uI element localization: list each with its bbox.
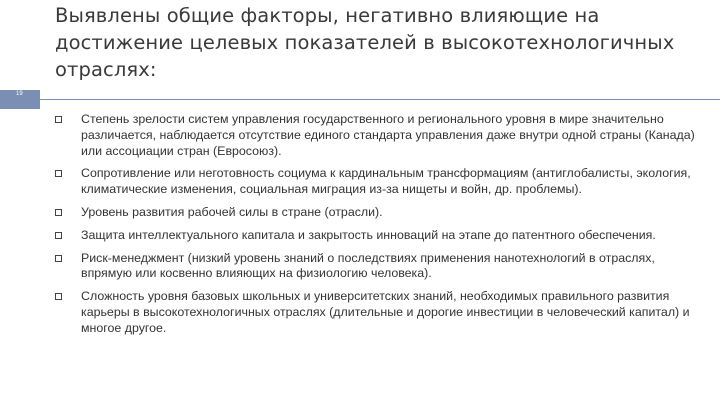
list-item [55, 228, 705, 244]
square-bullet-icon [55, 232, 62, 239]
bullet-text: Уровень развития рабочей силы в стране (отрасли). [81, 204, 383, 219]
bullet-text: Сопротивление или неготовность социума к кардинальным трансформациям (антиглобалисты, экология, климатические изменения, социальная миграция из-за нищеты и войн, др. проблемы). [81, 166, 691, 197]
list-item [55, 251, 705, 283]
list-item [55, 112, 705, 159]
square-bullet-icon [55, 116, 62, 123]
list-item [55, 166, 705, 198]
square-bullet-icon [55, 170, 62, 177]
bullet-text: Риск-менеджмент (низкий уровень знаний о последствиях применения нанотехнологий в отраслях, впрямую или косвенно влияющих на физиологию человека). [81, 250, 655, 281]
square-bullet-icon [55, 209, 62, 216]
slide-number: 19 [16, 91, 23, 97]
list-item [55, 205, 705, 221]
square-bullet-icon [55, 293, 62, 300]
bullet-text: Защита интеллектуального капитала и закрытость инноваций на этапе до патентного обеспечения. [81, 227, 656, 242]
slide-title: Выявлены общие факторы, негативно влияющие на достижение целевых показателей в высокотехнологичных отраслях: [55, 4, 675, 81]
bullet-text: Сложность уровня базовых школьных и университетских знаний, необходимых правильного развития карьеры в высокотехнологичных отраслях (длительные и дорогие инвестиции в человеческий капитал) и многое другое. [81, 289, 690, 335]
bullet-text: Степень зрелости систем управления государственного и регионального уровня в мире значительно различается, наблюдается отсутствие единого стандарта управления даже внутри одной страны (Канада) или ассоциации стран (Евросоюз). [81, 112, 695, 158]
square-bullet-icon [55, 255, 62, 262]
list-item [55, 289, 705, 336]
header-divider-line [40, 99, 720, 100]
bullet-list [55, 112, 705, 344]
